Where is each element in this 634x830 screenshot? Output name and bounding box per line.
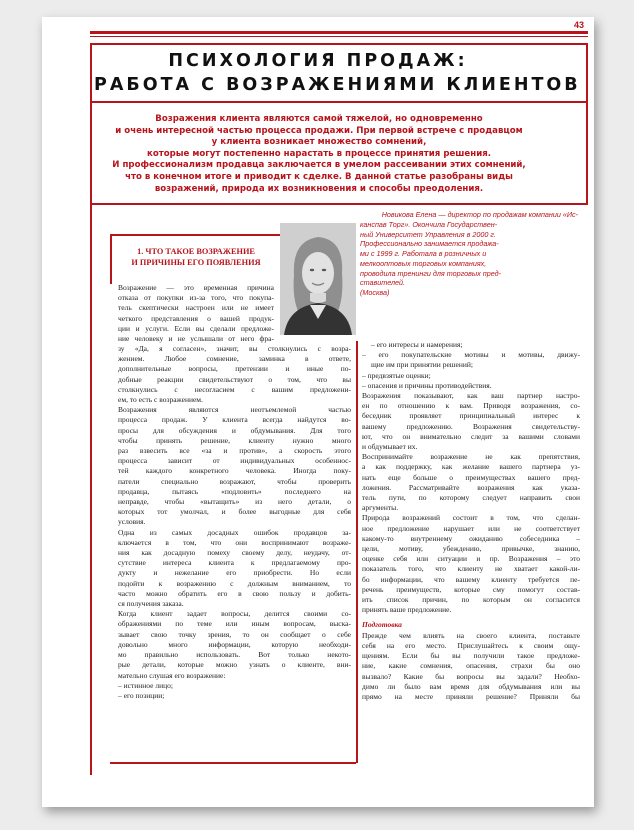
text-line: Воспринимайте возражение не как препятствия, [362, 452, 580, 462]
text-line: – его позиции; [118, 690, 165, 700]
text-line: ображениями по теме или иным вопросам, выска- [118, 619, 351, 629]
text-line: условия. [118, 517, 146, 527]
text-line: бо информации, что вашему клиенту требуется пе- [362, 574, 580, 584]
lead-line: Возражения клиента являются самой тяжелой, но одновременно [155, 114, 483, 124]
text-line: ложения. Рассматривайте возражения как указа- [362, 482, 580, 492]
text-line: дополнительные вопросы, претензии и иные по- [118, 364, 351, 374]
text-line: процесса продаж. У клиента всегда найдутся во- [118, 415, 351, 425]
text-line: речень преимуществ, которые сму помогут состав- [362, 584, 580, 594]
section-heading-line: 1. ЧТО ТАКОЕ ВОЗРАЖЕНИЕ [137, 247, 255, 256]
text-line: ции и услуги. Если вы сделали предложе- [118, 323, 274, 333]
top-rule-thin [90, 36, 588, 37]
lead-line: которые могут постепенно нарастать в процессе принятия решения. [147, 148, 491, 159]
text-line: чтобы принять решение, клиенту нужно много [118, 435, 351, 445]
text-line: тей каждого конкретного человека. Иногда поку- [118, 466, 351, 476]
section-heading-line: И ПРИЧИНЫ ЕГО ПОЯВЛЕНИЯ [131, 257, 261, 267]
text-line: дукту и нежелание его приобрести. Но если [118, 568, 351, 578]
text-line: Прежде чем влиять на своего клиента, поставьте [362, 630, 580, 640]
text-line: тель пути, по которому следует направить свои [362, 493, 580, 503]
text-line: показатель того, что клиенту не хватает какой-ли- [362, 564, 580, 574]
text-line: отказа от покупки из-за того, что покупа- [118, 293, 274, 303]
text-line: просы для обсуждения и обдумывания. Для того [118, 425, 351, 435]
text-line: ния как досадную помеху своему делу, неудачу, от- [118, 548, 351, 558]
text-line: Возражения являются неотъемлемой частью [118, 405, 351, 415]
text-line: продавца, пытаясь «подловить» последнего на [118, 486, 351, 496]
text-line: – его покупательские мотивы и мотивы, движу- [362, 350, 580, 360]
left-column-top [118, 283, 274, 344]
author-bio-line: (Москва) [360, 287, 390, 297]
left-column-main [118, 344, 351, 701]
text-line: а как поддержку, как желание вашего партнера уз- [362, 462, 580, 472]
subsection-heading: Подготовка [362, 620, 402, 630]
text-line: принять ваше предложение. [362, 605, 452, 615]
text-line: часто можно обратить его в свою пользу и добить- [118, 588, 351, 598]
text-line: щениям. Если бы вы получили такое предложе- [362, 651, 580, 661]
text-line: мательно слушая его возражение: [118, 670, 226, 680]
text-line: ют, что он внимательно следит за вашими словами [362, 431, 580, 441]
top-rule [90, 31, 588, 34]
text-line: патели специально возражают, чтобы проверить [118, 476, 351, 486]
text-line: – опасения и причины противодействия. [362, 380, 492, 390]
text-line: оценке себя или ситуации и пр. Возражения – это [362, 554, 580, 564]
text-line: цели, мотиву, убеждению, привычке, знанию, [362, 544, 580, 554]
author-bio-line: проводила тренинги для торговых пред- [360, 268, 501, 278]
page-number: 43 [573, 20, 584, 30]
author-bio-line: ставителей. [360, 278, 406, 288]
section-heading [118, 247, 274, 268]
text-line: довольно много информации, которую необходи- [118, 639, 351, 649]
text-line: ключается в том, что они воспринимают возраже- [118, 537, 351, 547]
text-line: мо правильно использовать. Вот только некото- [118, 650, 351, 660]
text-line: Возражения показывают, как ваш партнер настро- [362, 391, 580, 401]
author-bio-line: Профессионально занимается продажа- [360, 239, 499, 249]
lead-paragraph [104, 114, 534, 195]
text-line: рые детали, которые можно узнать о клиенте, вни- [118, 660, 351, 670]
text-line: столкнулись с несогласием с вашим предложени- [118, 384, 351, 394]
section-rule-left [110, 234, 112, 284]
text-line: щие им при принятии решений; [371, 360, 474, 370]
text-line: ем, то есть с возражением. [118, 395, 203, 405]
text-line: Одна из самых досадных ошибок продавцов за- [118, 527, 351, 537]
text-line: нать еще больше о преимуществах вашего пред- [362, 472, 580, 482]
text-line: Возражение — это временная причина [118, 283, 274, 292]
text-line: ное предложение нарушает или не соответствует [362, 523, 580, 533]
text-line: которых тот умолчал, и более выгодные для себя [118, 507, 351, 517]
author-bio-line: мелкооптовых торговых компаниях, [360, 258, 487, 268]
frame-right [586, 43, 588, 203]
author-bio-line: ми с 1999 г. Работала в розничных и [360, 249, 487, 259]
text-line: себя на его место. Прислушайтесь к своим ощу- [362, 640, 580, 650]
frame-top [90, 43, 588, 45]
text-line: – его интересы и намерения; [371, 340, 463, 349]
article-title-line2: РАБОТА С ВОЗРАЖЕНИЯМИ КЛИЕНТОВ [94, 75, 581, 95]
text-line: Когда клиент задает вопросы, делится своими со- [118, 609, 351, 619]
author-bio-line: ный Университет Управления в 2000 г. [360, 229, 496, 239]
lead-line: и очень интересной частью процесса продажи. При первой встрече с продавцом [115, 125, 523, 136]
text-line: прямо на месте приняли решение? Приняли бы [362, 691, 580, 701]
text-line: – истинное лицо; [118, 680, 173, 690]
right-column [362, 340, 580, 702]
text-line: подойти к возражению с должным вниманием, то [118, 578, 351, 588]
lead-line: И профессионализм продавца заключается в умелом рассеивании этих сомнений, [112, 160, 526, 171]
text-line: сутствие интереса клиента к предлагаемому про- [118, 558, 351, 568]
text-line: беседник проявляет принципиальный интерес к [362, 411, 580, 421]
title-rule [90, 101, 588, 103]
text-line: ние, какие сомнения, опасения, страхи бы оно [362, 661, 580, 671]
text-line: четкого представления о вашей продук- [118, 313, 274, 323]
text-line: зывает свою точку зрения, то он сообщает о себе [118, 629, 351, 639]
lead-line: что в конечном итоге и приводит к сделке. В данной статье разобраны виды [125, 171, 513, 182]
text-line: ся получения заказа. [118, 599, 184, 609]
text-line: димо ли было вам время для обдумывания или вы [362, 681, 580, 691]
author-bio [360, 220, 578, 298]
text-line: ить список причин, по которым он согласится [362, 595, 580, 605]
text-line: процесса зависит от индивидуальных особеннос- [118, 456, 351, 466]
article-title-line1: ПСИХОЛОГИЯ ПРОДАЖ: [168, 51, 468, 71]
text-line: добные реакции свидетельствуют о том, что вы [118, 374, 351, 384]
author-first-line: Новикова Елена — директор по продажам компании «Ис- [381, 210, 578, 219]
author-bio-line: канспав Торг». Окончила Государствен- [360, 220, 498, 229]
text-line: и обдумывает их. [362, 442, 418, 452]
column-divider [356, 341, 358, 763]
text-line: раз взвесить все «за и против», а скорость этого [118, 446, 351, 456]
section-rule-top [110, 234, 280, 236]
frame-bottom [90, 203, 588, 205]
text-line: жением. Любое сомнение, заминка в ответе, [118, 354, 351, 364]
section-rule-bottom [110, 762, 356, 764]
text-line: ен по отношению к вам. Приводя возражения, со- [362, 401, 580, 411]
text-line: Природа возражений состоит в том, что сделан- [362, 513, 580, 523]
text-line: зу «Да, я согласен», значит, вы столкнулись с возра- [118, 344, 351, 353]
author-photo [280, 223, 356, 335]
author-portrait-icon [280, 223, 356, 335]
text-line: какому-то внутреннему ожиданию собеседника – [362, 533, 580, 543]
frame-left [90, 43, 92, 775]
text-line: ние человеку и не услышали от него фра- [118, 334, 274, 344]
magazine-page [42, 17, 594, 807]
text-line: тель скептически настроен или не имеет [118, 303, 274, 313]
text-line: вызвало? Какие бы вопросы вы задали? Необхо- [362, 671, 580, 681]
lead-line: у клиента возникает множество сомнений, [211, 137, 427, 148]
text-line: – предвзятые оценки; [362, 370, 431, 380]
text-line: вашему предложению. Возражения свидетельству- [362, 421, 580, 431]
text-line: аргументы. [362, 503, 399, 513]
lead-line: возражений, природа их возникновения и способы преодоления. [154, 183, 484, 194]
text-line: неправде, чтобы «вытащить» из него детали, о [118, 497, 351, 507]
